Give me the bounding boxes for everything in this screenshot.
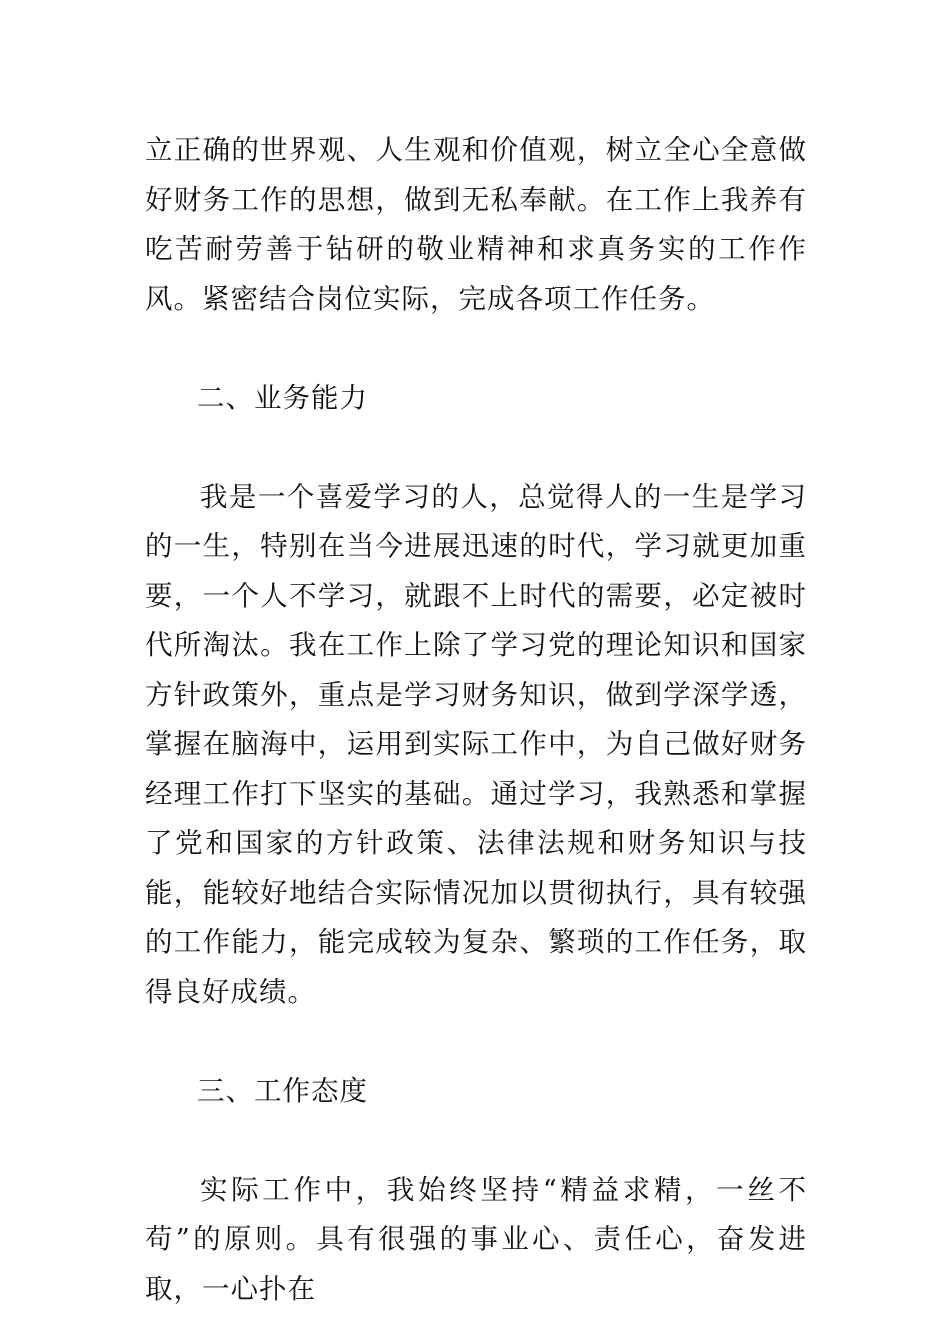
section-heading-business-ability: 二、业务能力 xyxy=(197,381,368,414)
spacer xyxy=(145,1017,807,1067)
spacer xyxy=(145,1116,807,1166)
document-page xyxy=(145,126,807,1314)
paragraph-worldview: 立正确的世界观、人生观和价值观，树立全心全意做好财务工作的思想，做到无私奉献。在工作上我养有吃苦耐劳善于钻研的敬业精神和求真务实的工作作风。紧密结合岗位实际，完成各项工作任务。 xyxy=(145,134,807,315)
paragraph-learning: 我是一个喜爱学习的人，总觉得人的一生是学习的一生，特别在当今进展迅速的时代，学习就更加重要，一个人不学习，就跟不上时代的需要，必定被时代所淘汰。我在工作上除了学习党的理论知识和国家方针政策外，重点是学习财务知识，做到学深学透，掌握在脑海中，运用到实际工作中，为自己做好财务经理工作打下坚实的基础。通过学习，我熟悉和掌握了党和国家的方针政策、法律法规和财务知识与技能，能较好地结合实际情况加以贯彻执行，具有较强的工作能力，能完成较为复杂、繁琐的工作任务，取得良好成绩。 xyxy=(145,480,807,1008)
spacer xyxy=(145,423,807,473)
spacer xyxy=(145,324,807,374)
section-heading-work-attitude: 三、工作态度 xyxy=(197,1074,368,1107)
paragraph-attitude: 实际工作中，我始终坚持“精益求精，一丝不苟”的原则。具有很强的事业心、责任心，奋发进取，一心扑在 xyxy=(145,1173,807,1305)
